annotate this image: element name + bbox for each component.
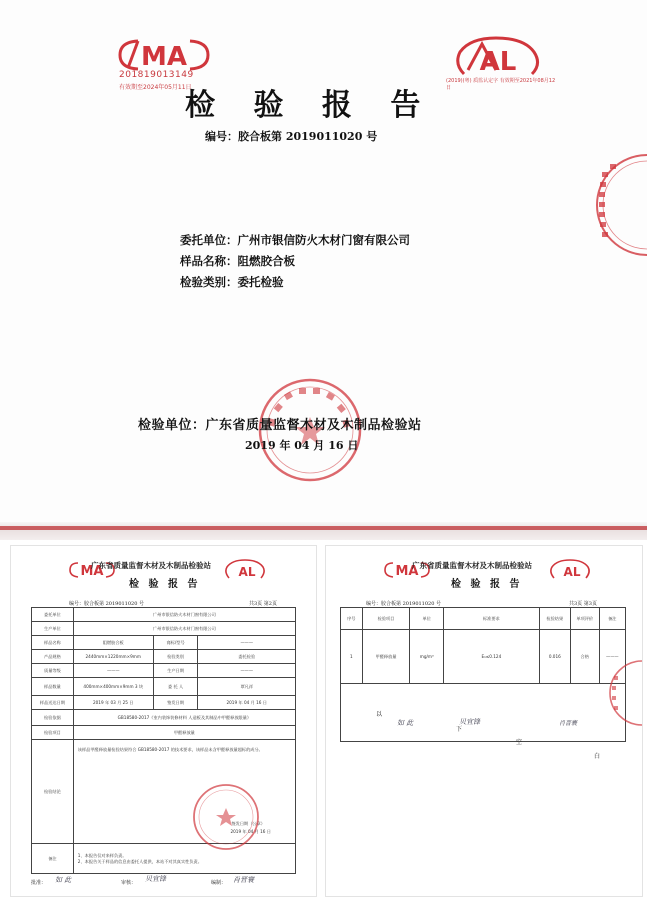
table-cell: 广州市银信防火木材门窗有限公司 [73, 608, 295, 622]
column-header: 标准要求 [443, 608, 539, 630]
table-cell: E₁≤0.124 [443, 630, 539, 684]
table-cell: ——— [73, 664, 153, 678]
table-cell: 备注 [32, 844, 74, 874]
cal-logo [452, 34, 544, 78]
report-title: 检 验 报 告 [185, 88, 435, 123]
table-row [32, 650, 296, 664]
sign-date-value: 2019 年 04 月 16 日 [230, 829, 271, 834]
table-cell: 甲醛释放量 [73, 726, 295, 740]
table-cell: ——— [198, 664, 296, 678]
maker-label: 编制： [211, 880, 227, 886]
end-mark-char: 以 [376, 711, 383, 718]
remark-line: 2、本报告关于样品的信息由委托人提供，本站不对其真实性负责。 [77, 858, 202, 864]
client-label: 委托单位： [180, 233, 238, 247]
table-row [32, 696, 296, 710]
page3-title: 检 验 报 告 [451, 579, 523, 590]
sample-field [180, 253, 295, 269]
red-binding-strip [0, 526, 647, 530]
page3-seal-stamp [602, 658, 642, 728]
table-cell: 检验类别 [153, 650, 198, 664]
sample-label: 样品名称： [180, 254, 238, 268]
table-cell: 生产日期 [153, 664, 198, 678]
table-header-row [341, 608, 626, 630]
end-mark-char: 下 [456, 726, 463, 733]
table-cell: GB18580-2017《室内装饰装修材料 人造板及其制品中甲醛释放限量》 [73, 710, 295, 726]
column-header: 检验结果 [539, 608, 570, 630]
page2-header: 广东省质量监督木材及木制品检验站 [91, 561, 211, 570]
client-value: 广州市银信防火木材门窗有限公司 [237, 233, 410, 247]
table-cell: ——— [599, 630, 625, 684]
page3-results-table [340, 607, 626, 742]
edge-seal-stamp [585, 150, 647, 260]
column-header: 单项评价 [570, 608, 599, 630]
end-mark-char: 空 [516, 739, 523, 746]
table-cell: 委托单位 [32, 608, 74, 622]
remarks-cell [73, 844, 295, 874]
svg-text:AL: AL [238, 565, 256, 579]
cal-validity: (2019)(粤) 质监认定字 有效期至2021年08月12日 [446, 78, 556, 91]
column-header: 单位 [410, 608, 444, 630]
table-cell: mg/m³ [410, 630, 444, 684]
table-cell: 1 [341, 630, 363, 684]
approver-signature: 如 此 [55, 876, 72, 884]
svg-text:AL: AL [563, 565, 581, 579]
report-number: 编号：胶合板第 2019011020 号 [205, 130, 378, 143]
table-row [32, 664, 296, 678]
svg-text:MA: MA [141, 42, 187, 72]
page3-page-of: 共3页 第3页 [569, 601, 597, 607]
conclusion-text: 该样品甲醛释放量检验结果符合 GB18580-2017 的技术要求，该样品未含甲醛释放量超标的成分。 [77, 747, 263, 752]
page2-page-of: 共3页 第2页 [249, 601, 277, 607]
page2-title: 检 验 报 告 [129, 579, 201, 590]
table-cell: 合格 [570, 630, 599, 684]
cma-number: 201819013149 [119, 70, 194, 80]
category-label: 检验类别： [180, 275, 238, 289]
svg-text:MA: MA [80, 564, 104, 579]
page3-header: 广东省质量监督木材及木制品检验站 [412, 561, 532, 570]
table-cell: 2019 年 03 月 25 日 [73, 696, 153, 710]
conclusion-cell [73, 740, 295, 844]
maker-signature: 肖晋寰 [559, 720, 578, 727]
table-cell: 样品名称 [32, 636, 74, 650]
table-row [32, 636, 296, 650]
table-cell: 阻燃胶合板 [73, 636, 153, 650]
remark-line: 1、本报告仅对来样负责。 [77, 852, 127, 858]
reviewer-signature: 贝宜锋 [145, 875, 166, 883]
category-field [180, 274, 284, 290]
table-cell: 400mm×400mm×9mm 3 块 [73, 678, 153, 696]
table-cell: 委托检验 [198, 650, 296, 664]
page3-report-number: 编号：胶合板第 2019011020 号 [366, 601, 441, 607]
column-header: 备注 [599, 608, 625, 630]
table-row [32, 678, 296, 696]
table-row [32, 622, 296, 636]
sample-value: 阻燃胶合板 [237, 254, 295, 268]
table-row [341, 630, 626, 684]
table-cell: 生产单位 [32, 622, 74, 636]
cma-logo [118, 38, 210, 72]
client-field [180, 232, 410, 248]
table-cell: 甲醛释放量 [362, 630, 410, 684]
table-cell: 签发日期 [153, 696, 198, 710]
page2-seal-stamp [191, 782, 261, 852]
sign-date-label: 签发日期（公章） [231, 821, 265, 826]
table-cell: 质量等级 [32, 664, 74, 678]
svg-text:AL: AL [479, 47, 517, 77]
approver-label: 批准： [31, 880, 47, 886]
table-row [341, 684, 626, 742]
page2-report-number: 编号：胶合板第 2019011020 号 [69, 601, 144, 607]
table-row [32, 726, 296, 740]
category-value: 委托检验 [237, 275, 284, 289]
report-page-2 [10, 545, 317, 897]
issue-date: 2019 年 04 月 16 日 [245, 439, 359, 452]
table-cell: 委 托 人 [153, 678, 198, 696]
table-row [32, 710, 296, 726]
table-cell: 样品送达日期 [32, 696, 74, 710]
column-header: 检验项目 [362, 608, 410, 630]
page-separator [0, 522, 647, 540]
approver-signature: 如 此 [397, 719, 414, 727]
testing-organization: 检验单位：广东省质量监督木材及木制品检验站 [138, 418, 422, 433]
table-cell: 2019 年 04 月 16 日 [198, 696, 296, 710]
report-page-3 [325, 545, 643, 897]
cma-validity: 有效期至2024年05月11日 [119, 84, 192, 91]
table-cell: 检验依据 [32, 710, 74, 726]
column-header: 序号 [341, 608, 363, 630]
table-cell: 0.016 [539, 630, 570, 684]
cal-logo-small [223, 558, 267, 580]
end-mark-char: 白 [594, 753, 601, 760]
signature-cell [341, 684, 626, 742]
table-cell: 广州市银信防火木材门窗有限公司 [73, 622, 295, 636]
svg-text:MA: MA [395, 564, 419, 579]
table-cell: 商标/型号 [153, 636, 198, 650]
reviewer-signature: 贝宜锋 [459, 718, 480, 726]
table-cell: 样品数量 [32, 678, 74, 696]
maker-signature: 肖晋寰 [233, 876, 254, 884]
cal-logo-small [548, 558, 592, 580]
reviewer-label: 审核： [121, 880, 137, 886]
table-cell: 产品规格 [32, 650, 74, 664]
table-cell: 覃凡祥 [198, 678, 296, 696]
table-cell: 2440mm×1220mm×9mm [73, 650, 153, 664]
table-cell: 检验项目 [32, 726, 74, 740]
table-cell: 检验结论 [32, 740, 74, 844]
table-row [32, 608, 296, 622]
table-cell: ——— [198, 636, 296, 650]
